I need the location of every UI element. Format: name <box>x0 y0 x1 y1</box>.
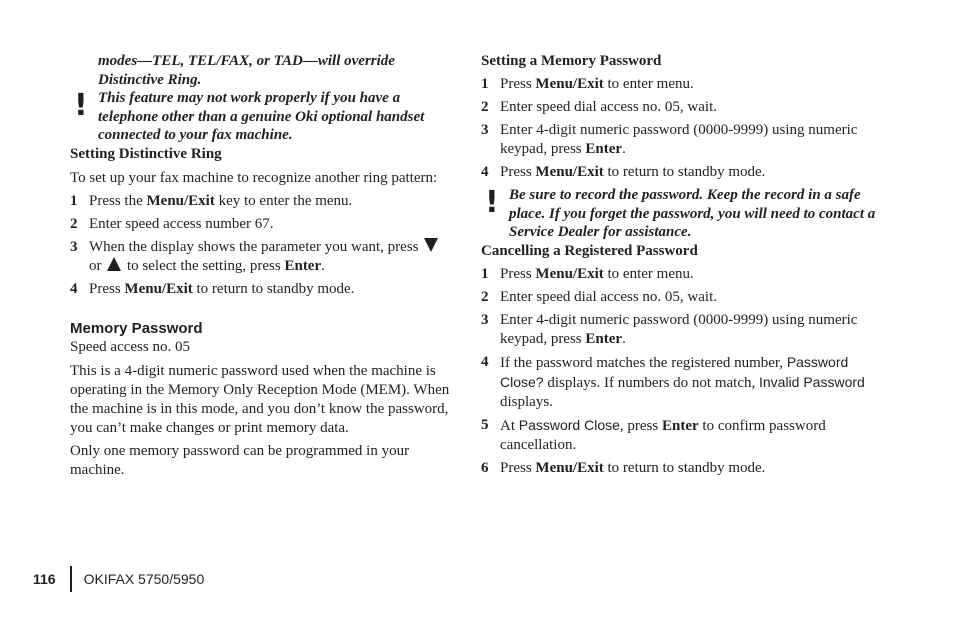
footer-divider <box>70 566 72 592</box>
memory-para-1: This is a 4-digit numeric password used when the machine is operating in the Memory Only Reception Mode (MEM). When the machine is in this mode, and you don’t know the password, you can’t make changes or print memory data. <box>70 362 450 436</box>
list-item: 2 Enter speed dial access no. 05, wait. <box>481 288 718 305</box>
memory-para-2: Only one memory password can be programmed in your machine. <box>70 442 410 478</box>
list-item: 1 Press Menu/Exit to enter menu. <box>481 265 694 282</box>
list-item: 6 Press Menu/Exit to return to standby mode. <box>481 459 766 476</box>
note2-text: This feature may not work properly if you have a telephone other than a genuine Oki optional handset connected to your fax machine. <box>98 90 425 143</box>
set-password-heading: Setting a Memory Password <box>481 53 662 69</box>
ring-intro: To set up your fax machine to recognize another ring pattern: <box>70 169 438 186</box>
record-note-text: Be sure to record the password. Keep the record in a safe place. If you forget the password, you will need to contact a Service Dealer for assistance. <box>509 187 876 240</box>
right-column <box>481 52 881 478</box>
product-name: OKIFAX 5750/5950 <box>83 571 205 587</box>
note-continued <box>70 52 460 89</box>
ring-heading: Setting Distinctive Ring <box>70 145 222 162</box>
cancel-password-heading: Cancelling a Registered Password <box>481 242 698 259</box>
list-item: 4 Press Menu/Exit to return to standby mode. <box>70 280 355 297</box>
exclamation-icon: ! <box>74 88 88 123</box>
list-item: 4 If the password matches the registered number, Password Close? displays. If numbers do not match, Invalid Password displays. <box>481 353 865 410</box>
list-item: 2 Enter speed access number 67. <box>70 215 274 232</box>
record-password-note <box>481 186 881 242</box>
page-footer <box>33 566 204 592</box>
page-number: 116 <box>33 571 56 587</box>
list-item: 3 When the display shows the parameter you want, press or to select the setting, press Enter. <box>70 238 460 276</box>
exclamation-icon: ! <box>485 185 499 220</box>
list-item: 5 At Password Close, press Enter to confirm password cancellation. <box>481 416 826 453</box>
speed-access: Speed access no. 05 <box>70 338 190 355</box>
list-item: 3 Enter 4-digit numeric password (0000-9999) using numeric keypad, press Enter. <box>481 311 858 347</box>
list-item: 4 Press Menu/Exit to return to standby mode. <box>481 164 766 180</box>
list-item: 3 Enter 4-digit numeric password (0000-9999) using numeric keypad, press Enter. <box>481 122 858 157</box>
up-arrow-icon <box>107 257 121 271</box>
left-column <box>70 52 460 480</box>
warning-note <box>70 89 460 145</box>
list-item: 2 Enter speed dial access no. 05, wait. <box>481 99 718 115</box>
note1-text: modes—TEL, TEL/FAX, or TAD—will override Distinctive Ring. <box>98 53 395 88</box>
list-item: 1 Press the Menu/Exit key to enter the menu. <box>70 192 353 209</box>
down-arrow-icon <box>424 238 438 252</box>
list-item: 1 Press Menu/Exit to enter menu. <box>481 76 694 92</box>
memory-password-heading: Memory Password <box>70 319 203 337</box>
